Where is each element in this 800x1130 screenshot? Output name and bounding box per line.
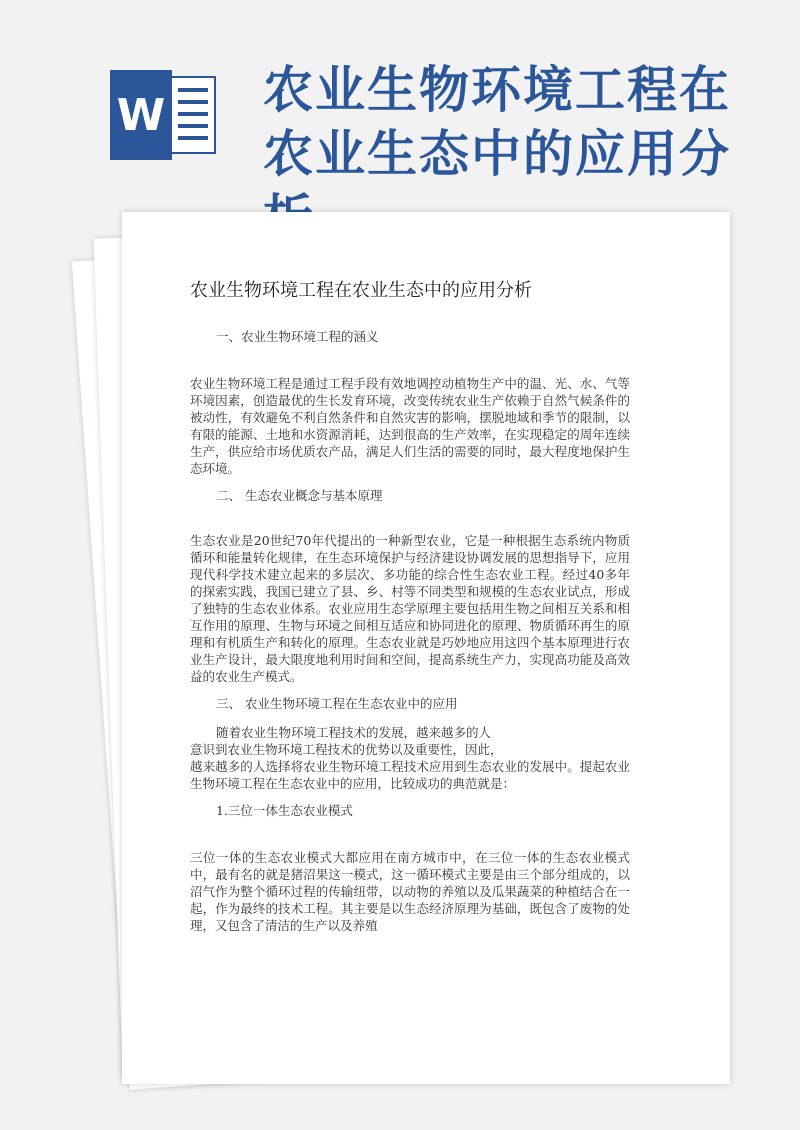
document-content bbox=[190, 278, 630, 944]
section-3-line-2: 意识到农业生物环境工程技术的优势以及重要性，因此， bbox=[190, 742, 503, 757]
subsection-1-heading: 1.三位一体生态农业模式 bbox=[216, 803, 353, 818]
word-logo-icon bbox=[110, 70, 220, 160]
word-logo-letter: W bbox=[110, 70, 172, 160]
section-1-heading: 一、农业生物环境工程的涵义 bbox=[216, 329, 379, 344]
section-3-line-1: 随着农业生物环境工程技术的发展，越来越多的人 bbox=[216, 725, 492, 740]
document-title: 农业生物环境工程在农业生态中的应用分析 bbox=[190, 280, 532, 301]
section-3-heading: 三、 农业生物环境工程在生态农业中的应用 bbox=[216, 696, 458, 711]
section-1-body: 农业生物环境工程是通过工程手段有效地调控动植物生产中的温、光、水、气等环境因素，创造最优的生长发育环境，改变传统农业生产依赖于自然气候条件的被动性，有效避免不利自然条件和自然灾害的影响，摆脱地域和季节的限制，以有限的能源、土地和水资源消耗，达到很高的生产效率，在实现稳定的周年连续生产，供应给市场优质农产品，满足人们生活的需要的同时，最大程度地保护生态环境。 bbox=[190, 376, 630, 476]
page-title: 农业生物环境工程在农业生态中的应用分 bbox=[263, 61, 731, 183]
section-2-body: 生态农业是20世纪70年代提出的一种新型农业，它是一种根据生态系统内物质循环和能量转化规律，在生态环境保护与经济建设协调发展的思想指导下，应用现代科学技术建立起来的多层次、多功能的综合性生态农业工程。经过40多年的探索实践，我国已建立了县、乡、村等不同类型和规模的生态农业试点，形成了独特的生态农业体系。农业应用生态学原理主要包括用生物之间相互关系和相互作用的原理、生物与环境之间相互适应和协同进化的原理、物质循环再生的原理和有机质生产和转化的原理。生态农业就是巧妙地应用这四个基本原理进行农业生产设计，最大限度地利用时间和空间，提高系统生产力，实现高功能及高效益的农业生产模式。 bbox=[190, 533, 630, 684]
section-3-line-3: 越来越多的人选择将农业生物环境工程技术应用到生态农业的发展中。提起农业生物环境工程在生态农业中的应用，比较成功的典范就是： bbox=[190, 759, 630, 791]
section-2-heading: 二、 生态农业概念与基本原理 bbox=[216, 488, 383, 503]
subsection-1-body: 三位一体的生态农业模式大都应用在南方城市中，在三位一体的生态农业模式中，最有名的就是猪沼果这一模式，这一循环模式主要是由三个部分组成的，以沼气作为整个循环过程的传输纽带，以动物的养殖以及瓜果蔬菜的种植结合在一起，作为最终的技术工程。其主要是以生态经济原理为基础，既包含了废物的处理，又包含了清洁的生产以及养殖 bbox=[190, 850, 630, 933]
